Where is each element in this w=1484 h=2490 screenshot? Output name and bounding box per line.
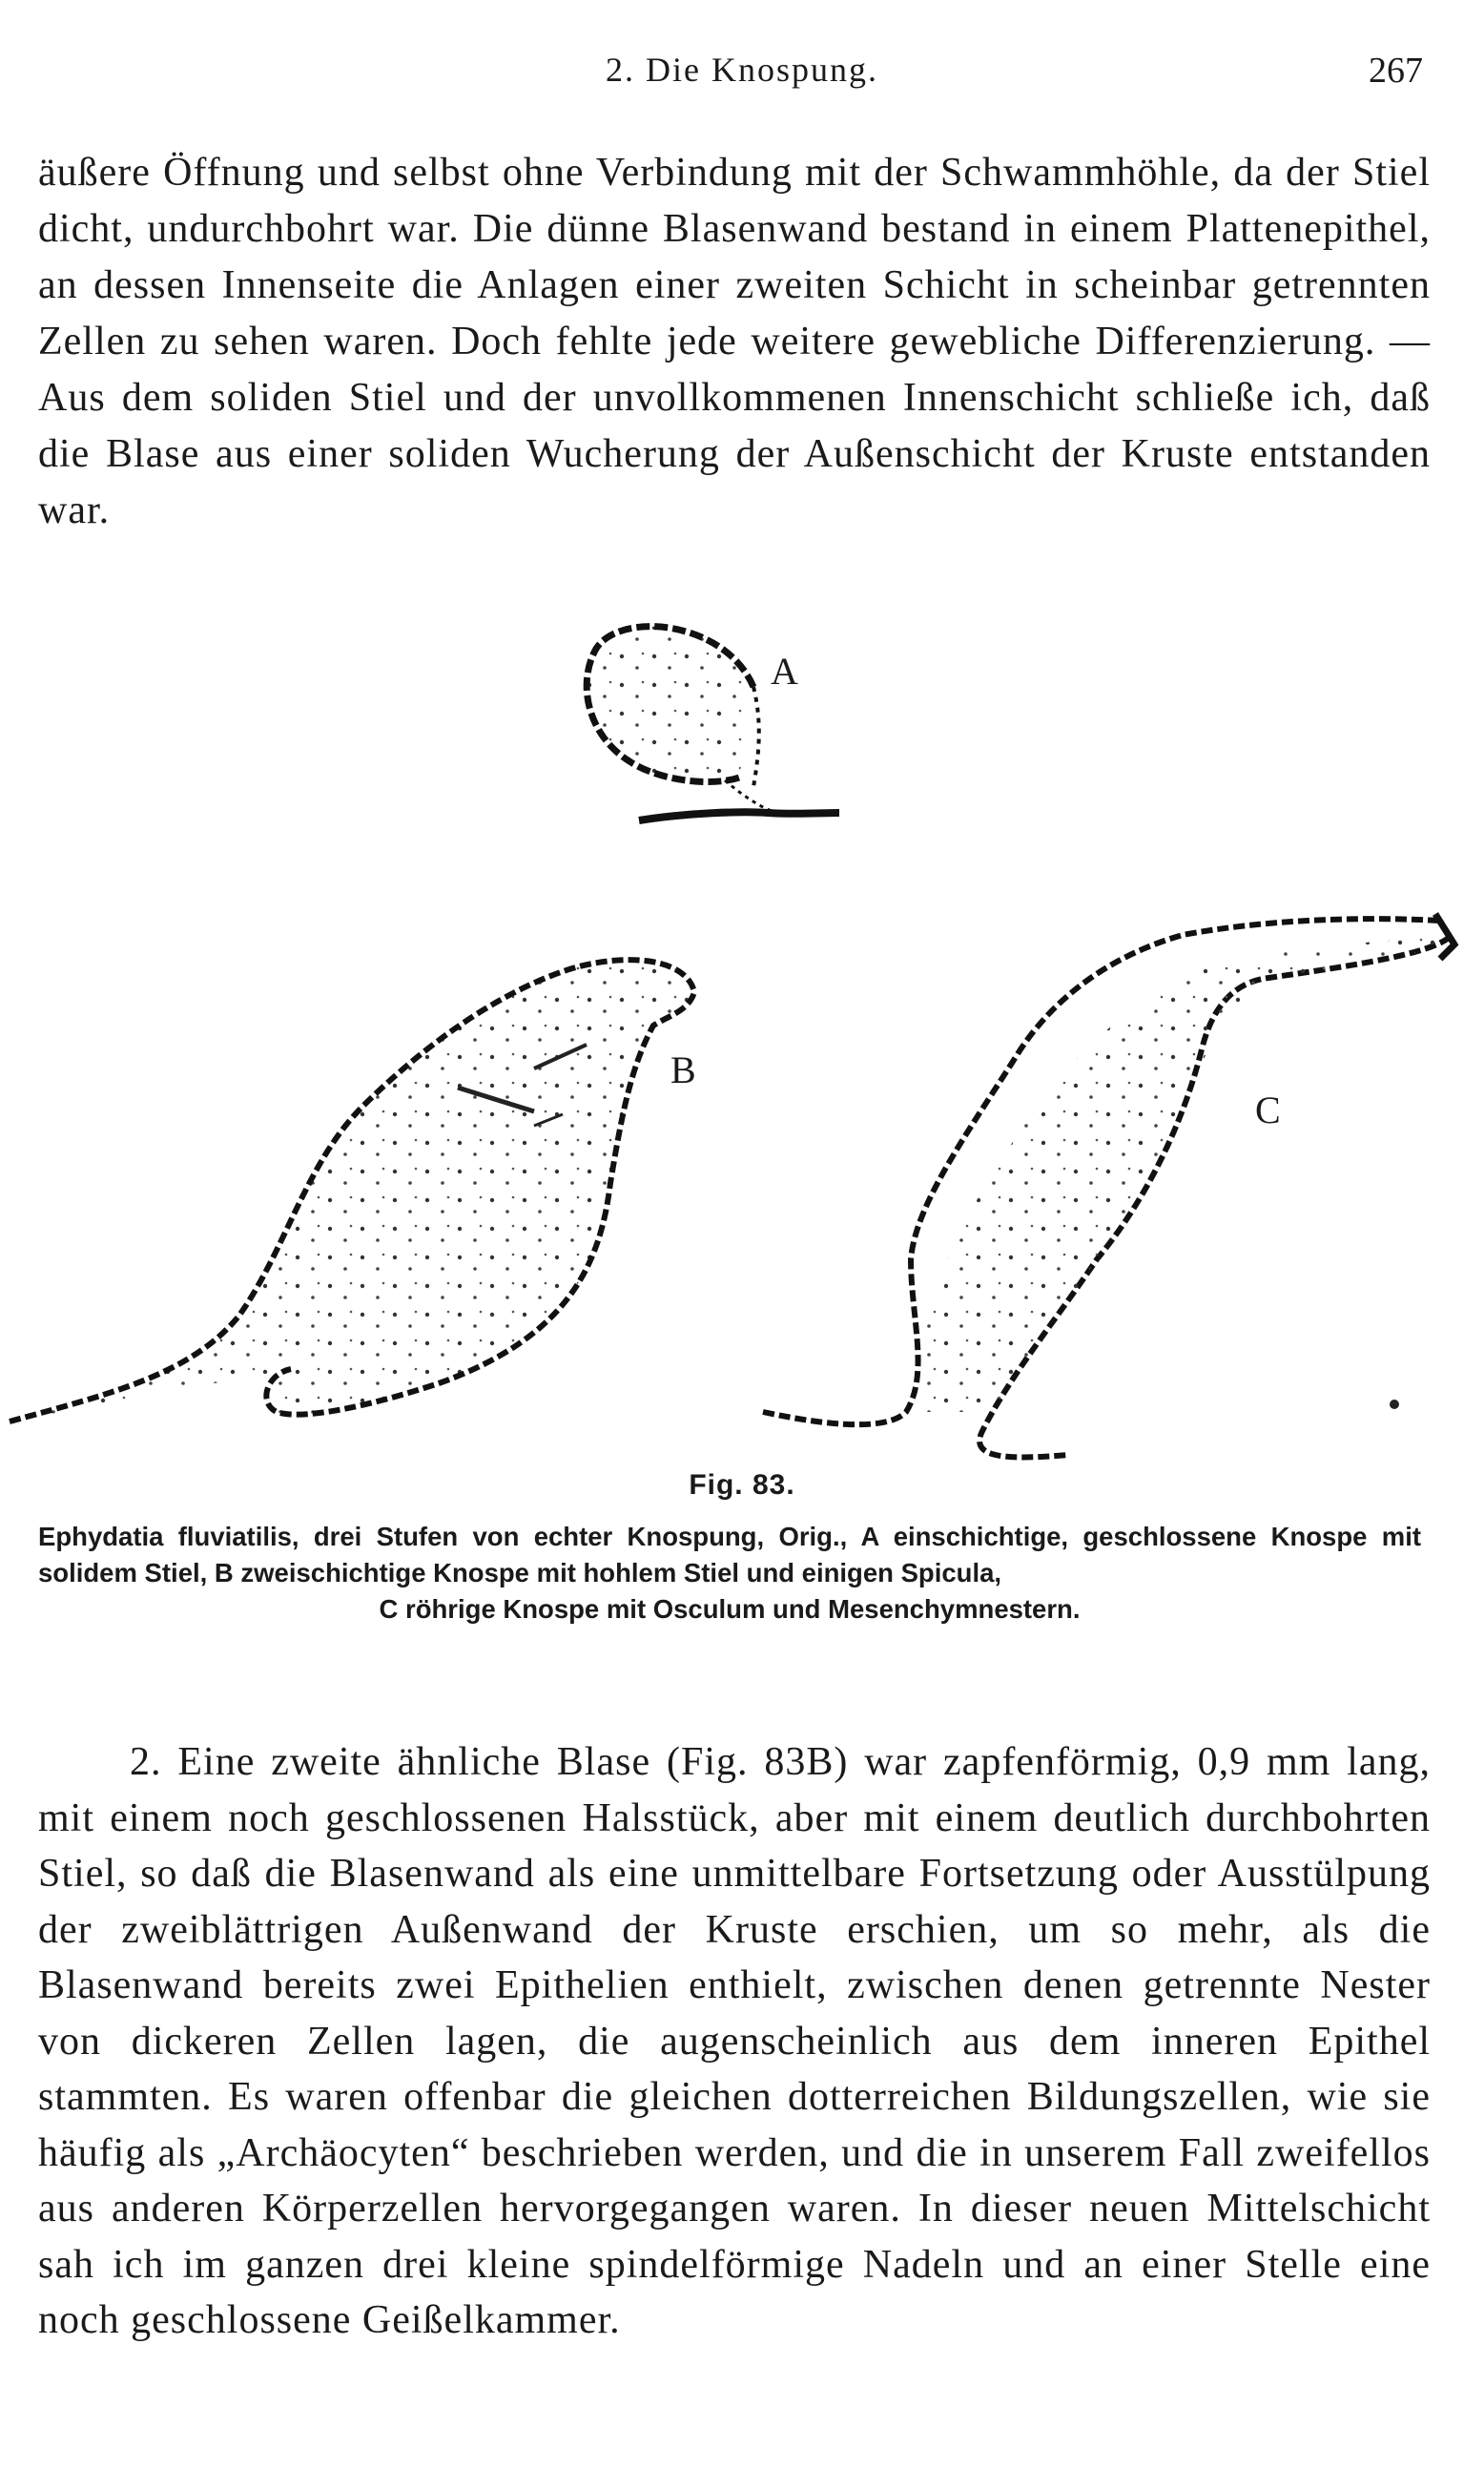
bud-b-drawing [10,960,694,1421]
paragraph-2-number: 2. [130,1740,162,1784]
body-paragraph-2 [38,1734,1431,2349]
figure-caption-last-line: C röhrige Knospe mit Osculum und Mesenchymnestern. [379,1594,1081,1624]
label-a: A [771,650,798,693]
figure-83 [0,591,1484,1469]
bud-a-drawing [587,627,839,820]
running-title: 2. Die Knospung. [606,51,878,89]
figure-caption-text: Ephydatia fluviatilis, drei Stufen von echter Knospung, Orig., A einschichtige, geschlossene Knospe mit solidem Stiel, B zweischichtige Knospe mit hohlem Stiel und einigen Spicula, [38,1522,1421,1587]
label-c: C [1255,1089,1281,1131]
figure-caption-title: Fig. 83. [689,1469,795,1501]
label-b: B [670,1048,696,1091]
page-number: 267 [1369,51,1423,91]
figure-caption [38,1519,1421,1628]
page-header [0,50,1484,107]
budding-illustration [0,591,1484,1469]
body-paragraph-1: äußere Öffnung und selbst ohne Verbindung mit der Schwammhöhle, da der Stiel dicht, undurchbohrt war. Die dünne Blasenwand bestand in einem Plattenepithel, an dessen Innenseite die Anlagen einer zweiten Schicht in scheinbar getrennten Zellen zu sehen waren. Doch fehlte jede weitere gewebliche Differenzierung. — Aus dem soliden Stiel und der unvollkommenen Innenschicht schließe ich, daß die Blase aus einer soliden Wucherung der Außenschicht der Kruste entstanden war. [38,151,1431,532]
paragraph-2-text: Eine zweite ähnliche Blase (Fig. 83B) war zapfenförmig, 0,9 mm lang, mit einem noch geschlossenen Halsstück, aber mit einem deutlich durchbohrten Stiel, so daß die Blasenwand als eine unmittelbare Fortsetzung oder Ausstülpung der zweiblättrigen Außenwand der Kruste erschien, um so mehr, als die Blasenwand bereits zwei Epithelien enthielt, zwischen denen getrennte Nester von dickeren Zellen lagen, die augenscheinlich aus dem inneren Epithel stammten. Es waren offenbar die gleichen dotterreichen Bildungszellen, wie sie häufig als „Archäocyten“ beschrieben werden, und die in unserem Fall zweifellos aus anderen Körperzellen hervorgegangen waren. In dieser neuen Mittelschicht sah ich im ganzen drei kleine spindelförmige Nadeln und an einer Stelle eine noch geschlossene Geißelkammer. [38,1740,1432,2342]
bud-c-drawing [763,914,1454,1457]
